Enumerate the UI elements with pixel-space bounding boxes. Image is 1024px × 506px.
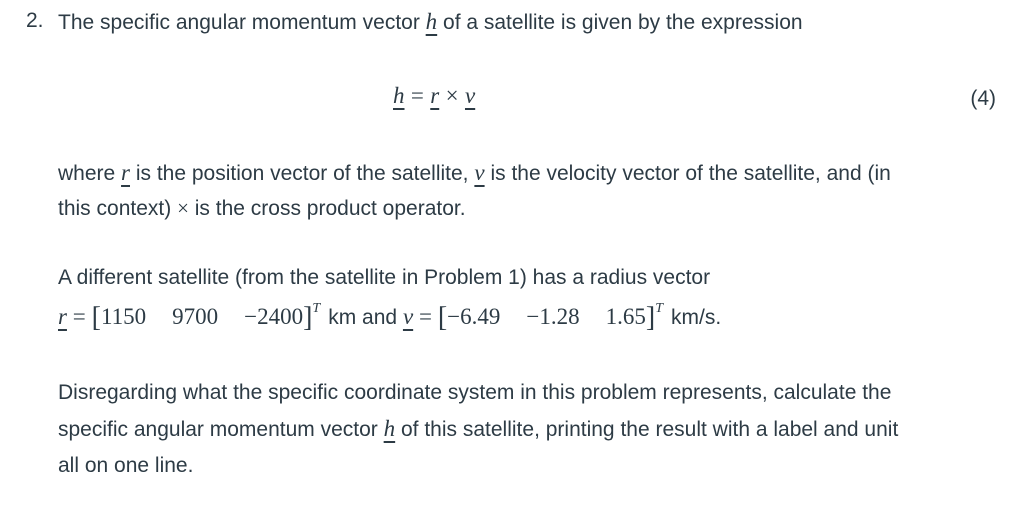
h-vector-symbol: h: [425, 9, 438, 34]
v-open-bracket: [: [437, 302, 448, 333]
r-equals: =: [72, 304, 86, 329]
v-value-2: −1.28: [526, 304, 580, 329]
problem-line-1: A different satellite (from the satellite in Problem 1) has a radius vector: [58, 266, 711, 289]
question-intro: [58, 9, 803, 35]
instruction-line-3: all on one line.: [58, 454, 194, 477]
v-equals: =: [419, 304, 432, 329]
r-label: r: [58, 304, 67, 329]
instruction-text-b: of this satellite, printing the result with a label and unit: [401, 418, 899, 441]
instruction-line-2: [58, 416, 898, 442]
v-close-bracket: ]: [645, 302, 656, 333]
r-close-bracket: ]: [303, 302, 313, 333]
where-word: where: [58, 162, 116, 185]
v-label: v: [402, 304, 414, 329]
r-value-3: −2400: [244, 304, 304, 329]
intro-text-before: The specific angular momentum vector: [58, 11, 420, 34]
r-unit: km and: [328, 306, 398, 329]
position-text: is the position vector of the satellite,: [135, 162, 469, 185]
velocity-text: is the velocity vector of the satellite, and (in: [490, 162, 891, 185]
eq-r: r: [430, 83, 440, 108]
v-symbol: v: [474, 160, 485, 185]
r-value-1: 1150: [100, 304, 147, 329]
question-number: 2.: [26, 9, 44, 32]
equation-number: (4): [970, 87, 996, 110]
v-value-3: 1.65: [605, 304, 646, 329]
vector-values-line: [58, 300, 721, 332]
cross-product-equation: [393, 82, 475, 109]
r-open-bracket: [: [91, 302, 101, 333]
cross-symbol: ×: [177, 196, 189, 220]
eq-cross: ×: [445, 83, 459, 108]
instruction-text-a: specific angular momentum vector: [58, 418, 378, 441]
v-transpose: T: [655, 301, 663, 316]
eq-equals: =: [410, 83, 424, 108]
where-line-1: [58, 160, 891, 186]
eq-v: v: [464, 83, 476, 108]
r-value-2: 9700: [172, 304, 219, 329]
context-text: this context): [58, 197, 172, 220]
intro-text-after: of a satellite is given by the expression: [443, 11, 803, 34]
r-symbol: r: [121, 160, 130, 185]
operator-text: is the cross product operator.: [194, 197, 466, 220]
v-value-1: −6.49: [447, 304, 501, 329]
v-unit: km/s.: [671, 306, 722, 329]
instruction-line-1: Disregarding what the specific coordinate system in this problem represents, calculate the: [58, 381, 892, 404]
where-line-2: [58, 196, 466, 221]
r-transpose: T: [312, 301, 321, 316]
h-symbol-instruction: h: [383, 416, 396, 441]
eq-h: h: [393, 83, 405, 108]
